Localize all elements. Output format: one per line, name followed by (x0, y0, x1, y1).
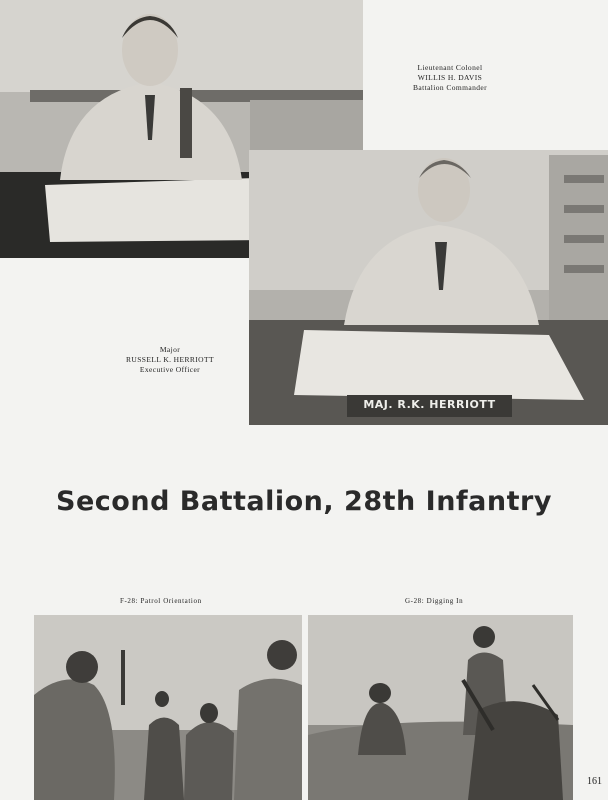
page-title: Second Battalion, 28th Infantry (56, 486, 552, 517)
commander-role: Battalion Commander (412, 83, 488, 92)
executive-rank: Major (159, 345, 181, 354)
executive-role: Executive Officer (139, 365, 201, 374)
patrol-orientation-photo (34, 615, 302, 800)
commander-rank: Lieutenant Colonel (417, 63, 483, 72)
executive-caption (100, 345, 240, 375)
commander-caption (380, 63, 520, 93)
digging-in-photo (308, 615, 573, 800)
commander-name: WILLIS H. DAVIS (417, 73, 483, 82)
page-number: 161 (587, 776, 602, 787)
photo-left-caption: F-28: Patrol Orientation (120, 597, 202, 605)
executive-name: RUSSELL K. HERRIOTT (126, 355, 214, 364)
photo-right-caption: G-28: Digging In (405, 597, 464, 605)
executive-photo (249, 150, 608, 425)
nameplate: MAJ. R.K. HERRIOTT (363, 398, 496, 411)
